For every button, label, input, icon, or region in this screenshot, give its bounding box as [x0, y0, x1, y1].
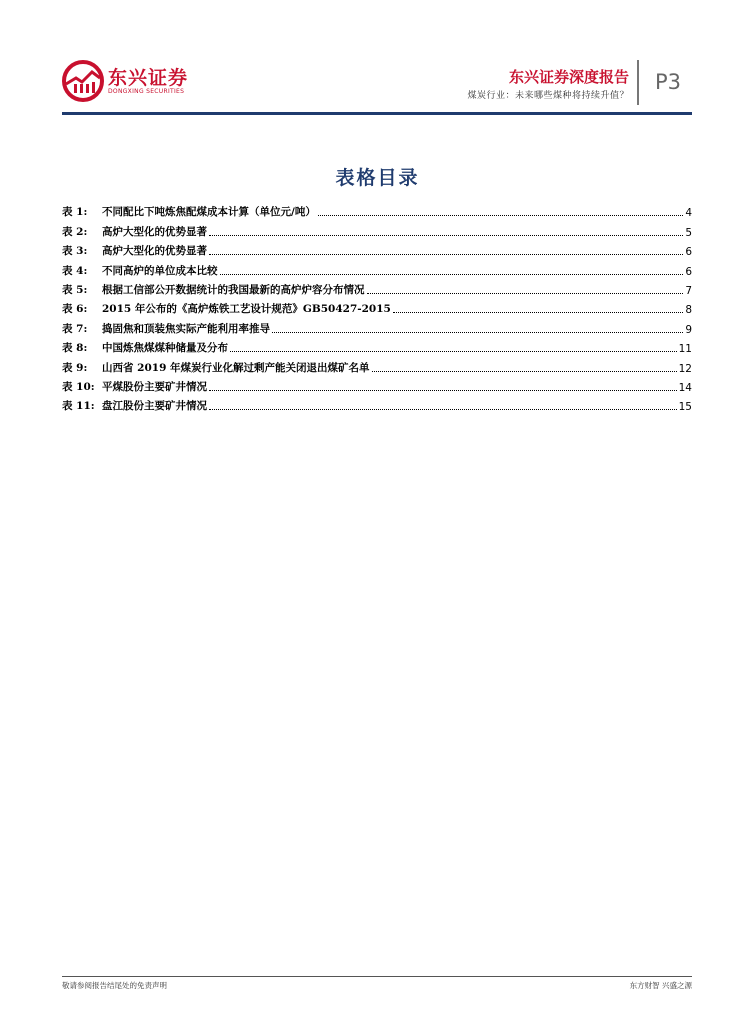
toc-entry[interactable] — [62, 258, 692, 277]
toc-entry-label: 表 11: — [62, 400, 95, 413]
toc-entry-page: 6 — [685, 246, 692, 259]
toc-entry-text: 山西省 2019 年煤炭行业化解过剩产能关闭退出煤矿名单 — [102, 361, 370, 374]
toc-entry-page: 5 — [685, 226, 692, 239]
toc-entry-text: 高炉大型化的优势显著 — [102, 245, 207, 258]
toc-entry-label: 表 1: — [62, 206, 88, 219]
toc-entry-label: 表 6: — [62, 303, 88, 316]
toc-entry-page: 11 — [678, 343, 692, 356]
footer-rule — [62, 976, 692, 977]
toc-entry-page: 9 — [685, 323, 692, 336]
toc-entry-page: 6 — [685, 265, 692, 278]
toc-entry-page: 14 — [678, 381, 692, 394]
toc-entry[interactable] — [62, 336, 692, 355]
toc-entry[interactable] — [62, 278, 692, 297]
toc-entry-text: 中国炼焦煤煤种储量及分布 — [102, 342, 228, 355]
logo-name-cn: 东兴证券 — [108, 67, 189, 89]
toc-dot-leader — [209, 235, 683, 236]
toc-entry-label: 表 4: — [62, 264, 88, 277]
page-header — [0, 0, 755, 120]
toc-entry[interactable] — [62, 394, 692, 413]
report-subtitle: 煤炭行业：未来哪些煤种将持续升值？ — [467, 91, 629, 101]
toc-entry[interactable] — [62, 375, 692, 394]
dongxing-logo-icon — [62, 60, 104, 102]
toc-entry-page: 4 — [685, 207, 692, 220]
toc-dot-leader — [209, 409, 677, 410]
footer-slogan: 东方财智 兴盛之源 — [629, 981, 692, 990]
toc-dot-leader — [220, 274, 684, 275]
toc-entry[interactable] — [62, 355, 692, 374]
toc-entry[interactable] — [62, 239, 692, 258]
toc-entry[interactable] — [62, 219, 692, 238]
page-number: P3 — [655, 70, 682, 94]
toc-dot-leader — [372, 371, 677, 372]
toc-entry-label: 表 7: — [62, 322, 88, 335]
toc-entry-label: 表 8: — [62, 342, 88, 355]
toc-dot-leader — [230, 351, 677, 352]
toc-entry-text: 平煤股份主要矿井情况 — [102, 380, 207, 393]
toc-entry-page: 12 — [678, 362, 692, 375]
toc-entry-page: 8 — [685, 304, 692, 317]
toc-entry-label: 表 10: — [62, 380, 95, 393]
toc-entry-text: 盘江股份主要矿井情况 — [102, 400, 207, 413]
toc-entry-text: 2015 年公布的《高炉炼铁工艺设计规范》GB50427-2015 — [102, 303, 391, 316]
toc-entry-label: 表 3: — [62, 245, 88, 258]
toc-entry-text: 不同高炉的单位成本比较 — [102, 264, 218, 277]
toc-dot-leader — [367, 293, 684, 294]
report-title: 东兴证券深度报告 — [508, 68, 629, 86]
header-rule — [62, 112, 692, 115]
toc-entry-text: 根据工信部公开数据统计的我国最新的高炉炉容分布情况 — [102, 283, 365, 296]
toc-entry[interactable] — [62, 297, 692, 316]
footer-disclaimer: 敬请参阅报告结尾处的免责声明 — [62, 981, 167, 990]
toc-entry-text: 捣固焦和顶装焦实际产能利用率推导 — [102, 322, 270, 335]
header-divider — [637, 60, 639, 105]
toc-entry-label: 表 2: — [62, 225, 88, 238]
toc-entry[interactable] — [62, 316, 692, 335]
toc-title: 表格目录 — [335, 167, 420, 189]
toc-list — [62, 200, 692, 413]
company-logo — [62, 60, 192, 102]
toc-dot-leader — [209, 254, 683, 255]
toc-entry-text: 不同配比下吨炼焦配煤成本计算（单位元/吨） — [102, 206, 316, 219]
toc-dot-leader — [209, 390, 677, 391]
toc-entry-label: 表 5: — [62, 283, 88, 296]
toc-dot-leader — [393, 312, 683, 313]
toc-entry-label: 表 9: — [62, 361, 88, 374]
toc-entry[interactable] — [62, 200, 692, 219]
logo-name-en: DONGXING SECURITIES — [108, 88, 185, 95]
toc-entry-text: 高炉大型化的优势显著 — [102, 225, 207, 238]
toc-dot-leader — [272, 332, 683, 333]
toc-dot-leader — [318, 215, 683, 216]
toc-entry-page: 15 — [678, 401, 692, 414]
toc-entry-page: 7 — [685, 284, 692, 297]
